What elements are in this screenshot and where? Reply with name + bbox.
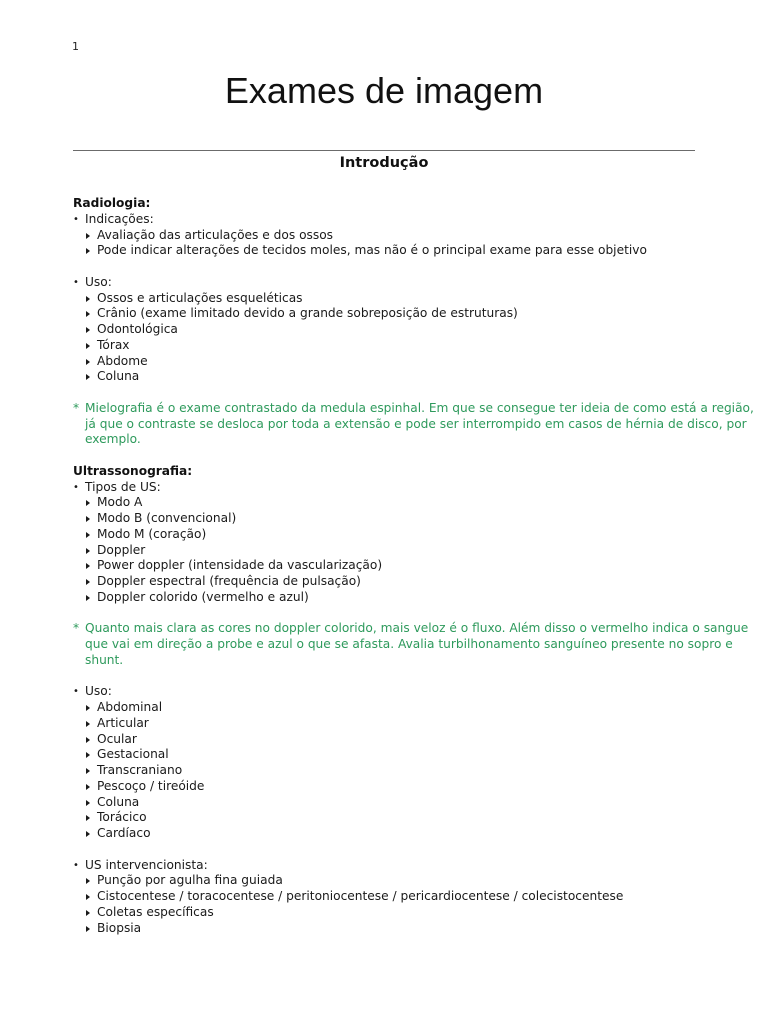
list-item-text: Doppler espectral (frequência de pulsação) <box>97 574 361 588</box>
arrow-right-icon <box>86 248 90 254</box>
arrow-right-icon <box>86 721 90 727</box>
list-item <box>73 354 695 370</box>
list-item-text: Tórax <box>97 337 130 352</box>
arrow-right-icon <box>86 926 90 932</box>
ultrassonografia-uso-list <box>73 700 695 842</box>
list-item <box>73 779 695 795</box>
list-item <box>73 905 695 921</box>
arrow-right-icon <box>86 878 90 884</box>
list-item <box>73 306 695 322</box>
spacer <box>73 606 695 622</box>
spacer <box>73 669 695 685</box>
radiologia-uso-list <box>73 291 695 386</box>
list-item-text: Ocular <box>97 731 137 746</box>
ultrassonografia-tipos-label: • Tipos de US: <box>73 480 695 496</box>
arrow-right-icon <box>86 737 90 743</box>
list-item <box>73 795 695 811</box>
list-item <box>73 763 695 779</box>
list-item <box>73 558 695 574</box>
title-divider <box>73 150 695 151</box>
arrow-right-icon <box>86 579 90 585</box>
list-item-text: Pode indicar alterações de tecidos moles, mas não é o principal exame para esse objetivo <box>97 243 647 258</box>
list-item-text: Gestacional <box>97 747 169 762</box>
spacer <box>73 385 695 401</box>
list-item <box>73 322 695 338</box>
list-item <box>73 700 695 716</box>
list-item <box>73 732 695 748</box>
arrow-right-icon <box>86 752 90 758</box>
radiologia-heading: Radiologia: <box>73 196 151 210</box>
ultrassonografia-note <box>73 621 749 668</box>
list-item-text: Coluna <box>97 794 140 809</box>
arrow-right-icon <box>86 563 90 569</box>
list-item-text: Modo M (coração) <box>97 526 207 541</box>
list-item <box>73 826 695 842</box>
list-item <box>73 590 695 606</box>
list-item-text: Cistocentese / toracocentese / peritoniocentese / pericardiocentese / colecistocentese <box>97 889 624 903</box>
arrow-right-icon <box>86 894 90 900</box>
note-line: que vai em direção a probe e azul o que se afasta. Avalia turbilhonamento sanguíneo presente no sopro e <box>85 637 733 651</box>
arrow-right-icon <box>86 768 90 774</box>
list-item-text: Punção por agulha fina guiada <box>97 873 283 888</box>
section-title: Introdução <box>339 155 429 171</box>
list-item <box>73 243 695 259</box>
list-item-text: Modo B (convencional) <box>97 511 237 525</box>
note-line: Quanto mais clara as cores no doppler colorido, mais veloz é o fluxo. Além disso o vermelho indica o sangue <box>85 621 749 636</box>
ultrassonografia-tipos-list <box>73 495 695 605</box>
list-item-text: Abdominal <box>97 700 163 714</box>
list-item <box>73 716 695 732</box>
note-line: Mielografia é o exame contrastado da medula espinhal. Em que se consegue ter ideia de como está a região, <box>85 400 754 415</box>
arrow-right-icon <box>86 500 90 506</box>
arrow-right-icon <box>86 784 90 790</box>
note-line: exemplo. <box>85 432 141 447</box>
arrow-right-icon <box>86 815 90 821</box>
list-item-text: Power doppler (intensidade da vascularização) <box>97 558 383 573</box>
list-item-text: Coluna <box>97 369 140 384</box>
list-item-text: Cardíaco <box>97 826 151 840</box>
note-line: já que o contraste se desloca por toda a extensão e pode ser interrompido em casos de hérnia de disco, por <box>85 416 747 431</box>
arrow-right-icon <box>86 532 90 538</box>
arrow-right-icon <box>86 800 90 806</box>
arrow-right-icon <box>86 296 90 302</box>
ultrassonografia-uso-label: • Uso: <box>73 684 695 700</box>
list-item <box>73 921 695 937</box>
document-body <box>73 196 754 936</box>
note-marker: * <box>73 621 80 636</box>
list-item-text: Torácico <box>97 810 147 825</box>
list-item-text: Abdome <box>97 353 148 368</box>
list-item <box>73 873 695 889</box>
list-item <box>73 291 695 307</box>
list-item <box>73 574 695 590</box>
arrow-right-icon <box>86 374 90 380</box>
spacer <box>73 259 695 275</box>
list-item-text: Coletas específicas <box>97 904 214 919</box>
arrow-right-icon <box>86 359 90 365</box>
list-item-text: Articular <box>97 715 149 730</box>
ultrassonografia-heading: Ultrassonografia: <box>73 463 193 478</box>
arrow-right-icon <box>86 327 90 333</box>
radiologia-note <box>73 400 754 448</box>
arrow-right-icon <box>86 548 90 554</box>
list-item-text: Biopsia <box>97 920 142 935</box>
arrow-right-icon <box>86 910 90 916</box>
note-line: shunt. <box>85 652 124 667</box>
list-item <box>73 810 695 826</box>
list-item <box>73 889 695 905</box>
list-item <box>73 527 695 543</box>
page-number: 1 <box>72 40 79 53</box>
list-item-text: Avaliação das articulações e dos ossos <box>97 227 334 242</box>
arrow-right-icon <box>86 233 90 239</box>
list-item <box>73 543 695 559</box>
list-item-text: Crânio (exame limitado devido a grande sobreposição de estruturas) <box>97 306 518 321</box>
list-item-text: Doppler <box>97 542 146 557</box>
radiologia-uso-label: • Uso: <box>73 275 695 291</box>
arrow-right-icon <box>86 831 90 837</box>
list-item-text: Modo A <box>97 495 143 510</box>
ultrassonografia-intervencionista-label: • US intervencionista: <box>73 858 695 874</box>
spacer <box>73 842 695 858</box>
spacer <box>73 448 695 464</box>
arrow-right-icon <box>86 705 90 711</box>
list-item <box>73 228 695 244</box>
list-item <box>73 369 695 385</box>
arrow-right-icon <box>86 311 90 317</box>
document-title: Exames de imagem <box>224 70 544 111</box>
list-item-text: Transcraniano <box>97 763 183 777</box>
note-marker: * <box>73 400 80 415</box>
list-item-text: Ossos e articulações esqueléticas <box>97 290 303 305</box>
arrow-right-icon <box>86 343 90 349</box>
ultrassonografia-intervencionista-list <box>73 873 695 936</box>
arrow-right-icon <box>86 595 90 601</box>
list-item-text: Odontológica <box>97 322 178 336</box>
list-item <box>73 495 695 511</box>
list-item <box>73 338 695 354</box>
radiologia-indicacoes-label: • Indicações: <box>73 212 695 228</box>
list-item <box>73 747 695 763</box>
radiologia-indicacoes-list <box>73 228 695 260</box>
list-item <box>73 511 695 527</box>
list-item-text: Doppler colorido (vermelho e azul) <box>97 589 309 604</box>
arrow-right-icon <box>86 516 90 522</box>
list-item-text: Pescoço / tireóide <box>97 778 205 793</box>
